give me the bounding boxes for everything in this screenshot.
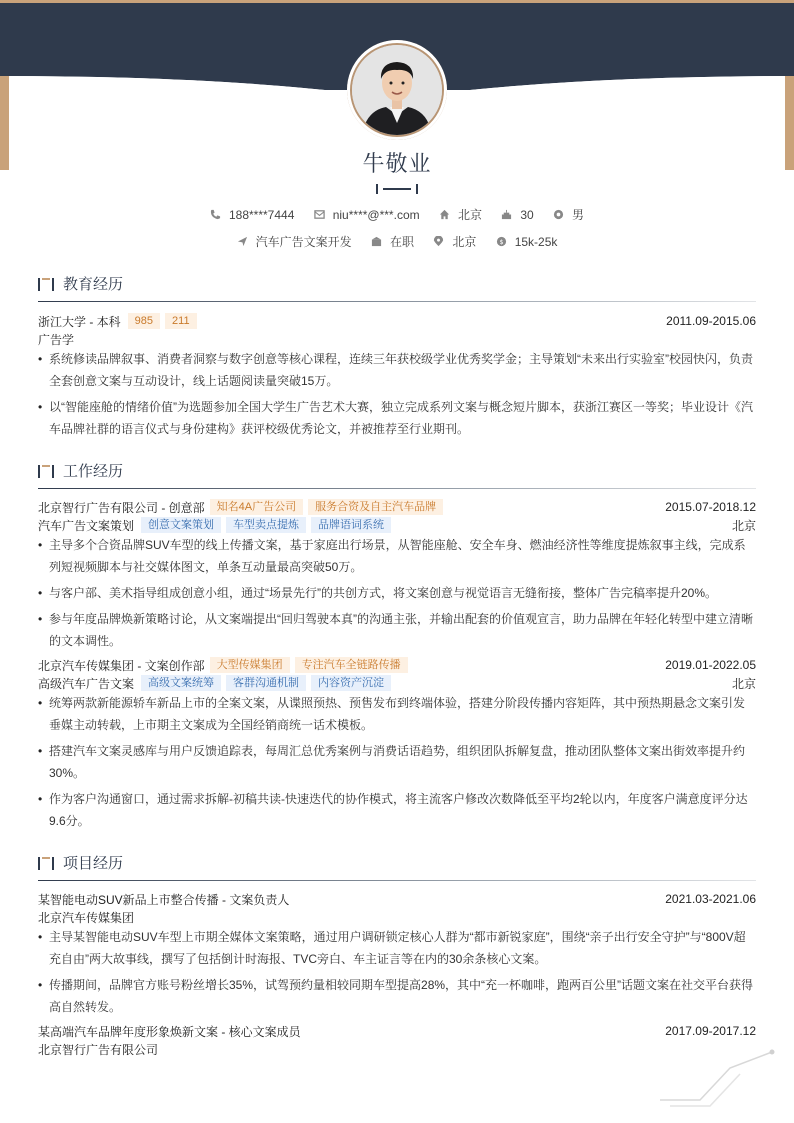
job-date: 2015.07-2018.12 [665,500,756,514]
major: 广告学 [38,332,75,347]
home-icon [439,209,450,220]
name-divider [376,184,418,194]
section-divider [38,488,756,489]
project-date: 2021.03-2021.06 [665,892,756,906]
role-tag: 客群沟通机制 [226,675,306,691]
education-date: 2011.09-2015.06 [666,314,756,328]
salary-range: 15k-25k [514,234,558,249]
info-item-age [501,208,533,222]
section-mark-icon [38,856,54,870]
company-name: 北京汽车传媒集团 - 文案创作部 [38,658,205,673]
project-org: 北京智行广告有限公司 [38,1042,159,1057]
contact-row [0,206,794,223]
role-tag: 高级文案统筹 [141,675,221,691]
job-bullet: • 与客户部、美术指导组成创意小组，通过“场景先行”的共创方式，将文案创意与视觉语言无缝衔接，整体广告完稿率提升20%。 [38,582,756,604]
phone-icon [210,209,221,220]
company-tag: 专注汽车全链路传播 [295,657,408,673]
info-item-gender [553,206,584,223]
cake-icon [501,209,512,220]
location-icon [433,236,444,247]
role-tag: 创意文案策划 [141,517,221,533]
job-city: 北京 [731,518,756,533]
job-role-row [38,516,756,534]
school-tag: 985 [128,313,160,329]
corner-decoration [660,1048,780,1108]
info-item-location [433,233,476,250]
money-icon [496,236,507,247]
project-org-row [38,908,756,926]
email-value: niu****@***.com [332,207,420,222]
job-date: 2019.01-2022.05 [665,658,756,672]
avatar [347,40,447,140]
gender-value: 男 [572,208,585,222]
job-role-row [38,674,756,692]
status-icon [371,236,382,247]
job-status: 在职 [389,235,414,249]
age-value: 30 [520,207,534,222]
project-name: 某高端汽车品牌年度形象焕新文案 - 核心文案成员 [38,1024,301,1039]
education-bullet: • 系统修读品牌叙事、消费者洞察与数字创意等核心课程，连续三年获校级学业优秀奖学金；主导策划“未来出行实验室”校园快闪，负责全套创意文案与互动设计，线上话题阅读量突破15万。 [38,348,756,392]
info-item-email [314,208,420,222]
section-title-work [38,460,123,481]
role-tag: 内容资产沉淀 [311,675,391,691]
info-item-salary [496,235,558,249]
gender-icon [553,209,564,220]
job-city: 北京 [731,676,756,691]
section-title-projects [38,852,123,873]
target-position: 汽车广告文案开发 [255,235,352,249]
svg-text:$: $ [499,237,504,246]
job-header [38,656,756,674]
portrait-image [352,45,442,135]
section-mark-icon [38,277,54,291]
project-name: 某智能电动SUV新品上市整合传播 - 文案负责人 [38,892,290,907]
target-city: 北京 [452,235,477,249]
info-item-home [439,206,482,223]
info-item-status [371,233,414,250]
job-header [38,498,756,516]
job-bullet: • 主导多个合资品牌SUV车型的线上传播文案，基于家庭出行场景，从智能座舱、安全车身、燃油经济性等维度提炼叙事主线，完成系列短视频脚本与社交媒体图文，单条互动量最高突破50万。 [38,534,756,578]
school-name: 浙江大学 - 本科 [38,314,121,329]
project-bullet: • 主导某智能电动SUV车型上市期全媒体文案策略，通过用户调研锁定核心人群为“都市新锐家庭”，围绕“亲子出行安全守护”与“800V超充自由”两大故事线，撰写了包括倒计时海报、TVC旁白、车主证言等在内的30余条核心文案。 [38,926,756,970]
job-role: 汽车广告文案策划 [38,518,135,533]
mail-icon [314,209,325,220]
job-bullet: • 统筹两款新能源轿车新品上市的全案文案，从谍照预热、预售发布到终端体验，搭建分阶段传播内容矩阵，其中预热期悬念文案引发垂媒主动转载，上市期主文案成为全国经销商统一话术模板。 [38,692,756,736]
company-name: 北京智行广告有限公司 - 创意部 [38,500,205,515]
section-title-text: 项目经历 [63,855,124,872]
project-date: 2017.09-2017.12 [665,1024,756,1038]
section-divider [38,301,756,302]
project-org-row [38,1040,756,1058]
section-title-education [38,273,123,294]
home-city: 北京 [457,208,482,222]
company-tag: 大型传媒集团 [210,657,290,673]
company-tag: 服务合资及自主汽车品牌 [308,499,443,515]
intent-row [0,233,794,250]
education-bullet: • 以“智能座舱的情绪价值”为选题参加全国大学生广告艺术大赛，独立完成系列文案与概念短片脚本，获浙江赛区一等奖；毕业设计《汽车品牌社群的语言仪式与身份建构》获评校级优秀论文，并被推荐至行业期刊。 [38,396,756,440]
section-title-text: 教育经历 [63,276,124,293]
project-bullet: • 传播期间，品牌官方账号粉丝增长35%，试驾预约量相较同期车型提高28%，其中“充一杯咖啡，跑两百公里”话题文案在社交平台获得高自然转发。 [38,974,756,1018]
section-divider [38,880,756,881]
section-mark-icon [38,464,54,478]
project-header [38,1022,756,1040]
info-item-phone [210,208,294,222]
project-header [38,890,756,908]
job-bullet: • 搭建汽车文案灵感库与用户反馈追踪表，每周汇总优秀案例与消费话语趋势，组织团队拆解复盘，推动团队整体文案出街效率提升约30%。 [38,740,756,784]
company-tag: 知名4A广告公司 [210,499,303,515]
candidate-name: 牛敬业 [362,151,432,176]
job-role: 高级汽车广告文案 [38,676,135,691]
project-org: 北京汽车传媒集团 [38,910,135,925]
section-title-text: 工作经历 [63,463,124,480]
school-tag: 211 [165,313,197,329]
education-major-row [38,330,756,348]
job-bullet: • 参与年度品牌焕新策略讨论，从文案端提出“回归驾驶本真”的沟通主张，并输出配套的价值观宣言，助力品牌在年轻化转型中建立清晰的文本调性。 [38,608,756,652]
send-icon [237,236,248,247]
education-header [38,312,756,330]
role-tag: 车型卖点提炼 [226,517,306,533]
info-item-position [237,233,352,250]
job-bullet: • 作为客户沟通窗口，通过需求拆解-初稿共读-快速迭代的协作模式，将主流客户修改次数降低至平均2轮以内，年度客户满意度评分达9.6分。 [38,788,756,832]
role-tag: 品牌语词系统 [311,517,391,533]
phone-value: 188****7444 [228,207,295,222]
